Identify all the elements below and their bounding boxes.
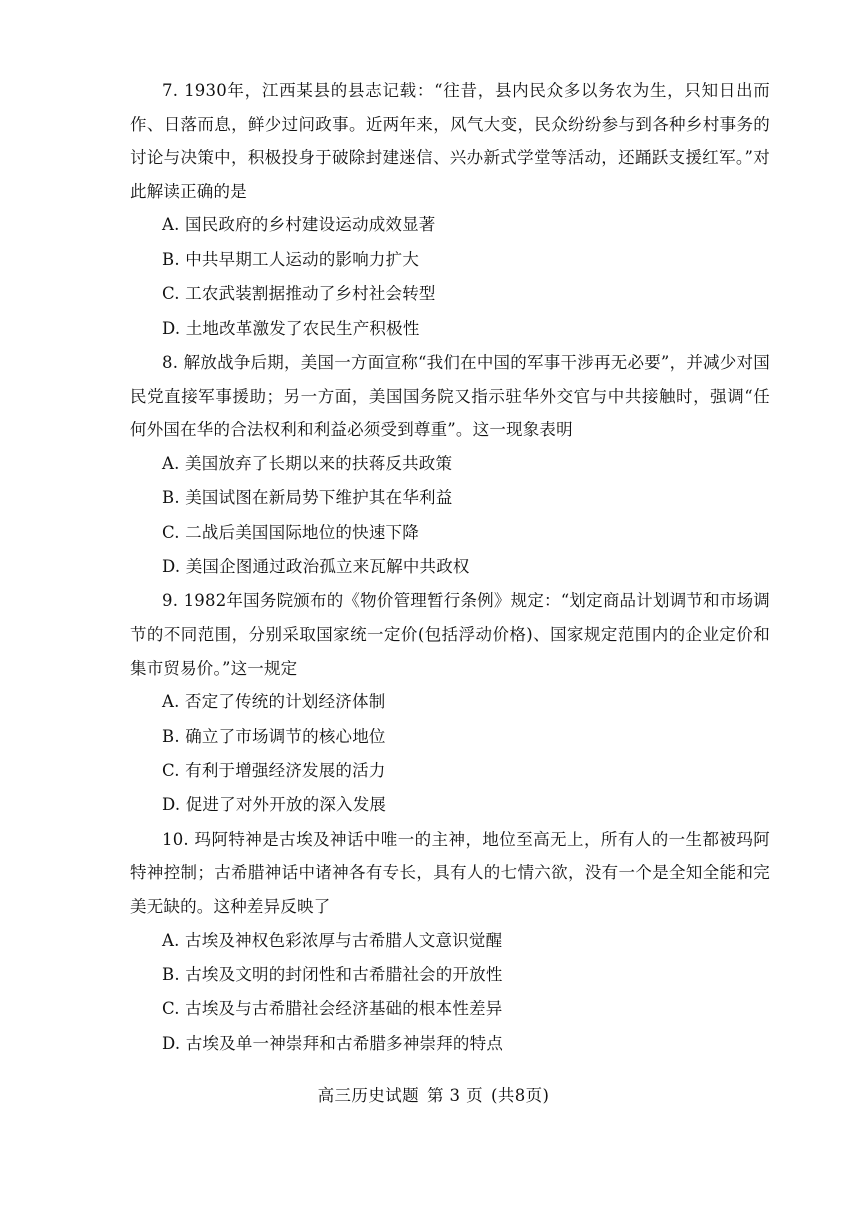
page-footer: [0, 1082, 867, 1106]
question-stem: 7. 1930年，江西某县的县志记载：“往昔，县内民众多以务农为生，只知日出而作、日落而息，鲜少过问政事。近两年来，风气大变，民众纷纷参与到各种乡村事务的讨论与决策中，积极投身于破除封建迷信、兴办新式学堂等活动，还踊跃支援红军。”对此解读正确的是: [130, 81, 770, 201]
option-d: D. 古埃及单一神崇拜和古希腊多神崇拜的特点: [162, 1033, 504, 1053]
option-c: C. 二战后美国国际地位的快速下降: [162, 522, 419, 542]
option-c: C. 古埃及与古希腊社会经济基础的根本性差异: [162, 999, 503, 1019]
option-c: C. 有利于增强经济发展的活力: [162, 761, 386, 780]
option-a: A. 古埃及神权色彩浓厚与古希腊人文意识觉醒: [162, 930, 503, 950]
option-a: A. 国民政府的乡村建设运动成效显著: [162, 215, 436, 235]
option-d: D. 土地改革激发了农民生产积极性: [162, 318, 420, 338]
question-10: [130, 823, 770, 1061]
footer-page-total: (共8页): [491, 1086, 550, 1105]
option-b: B. 美国试图在新局势下维护其在华利益: [162, 488, 453, 508]
option-c: C. 工农武装割据推动了乡村社会转型: [162, 284, 436, 304]
footer-page-number: 第 3 页: [427, 1086, 484, 1105]
option-d: D. 美国企图通过政治孤立来瓦解中共政权: [162, 557, 470, 576]
option-b: B. 中共早期工人运动的影响力扩大: [162, 249, 420, 269]
question-stem: 8. 解放战争后期，美国一方面宣称“我们在中国的军事干涉再无必要”，并减少对国民党直接军事援助；另一方面，美国国务院又指示驻华外交官与中共接触时，强调“任何外国在华的合法权利和利益必须受到尊重”。这一现象表明: [130, 353, 770, 440]
question-7: [130, 74, 770, 346]
option-b: B. 确立了市场调节的核心地位: [162, 726, 386, 746]
option-b: B. 古埃及文明的封闭性和古希腊社会的开放性: [162, 965, 503, 984]
question-list: [130, 74, 770, 1061]
question-stem: 9. 1982年国务院颁布的《物价管理暂行条例》规定：“划定商品计划调节和市场调节的不同范围，分别采取国家统一定价(包括浮动价格)、国家规定范围内的企业定价和集市贸易价。”这一规定: [130, 591, 770, 678]
question-stem: 10. 玛阿特神是古埃及神话中唯一的主神，地位至高无上，所有人的一生都被玛阿特神控制；古希腊神话中诸神各有专长，具有人的七情六欲，没有一个是全知全能和完美无缺的。这种差异反映了: [130, 829, 770, 916]
option-a: A. 否定了传统的计划经济体制: [162, 692, 386, 712]
footer-title: 高三历史试题: [317, 1086, 420, 1105]
option-d: D. 促进了对外开放的深入发展: [162, 795, 387, 815]
question-9: [130, 584, 770, 822]
question-8: [130, 346, 770, 584]
option-a: A. 美国放弃了长期以来的扶蒋反共政策: [162, 453, 453, 473]
